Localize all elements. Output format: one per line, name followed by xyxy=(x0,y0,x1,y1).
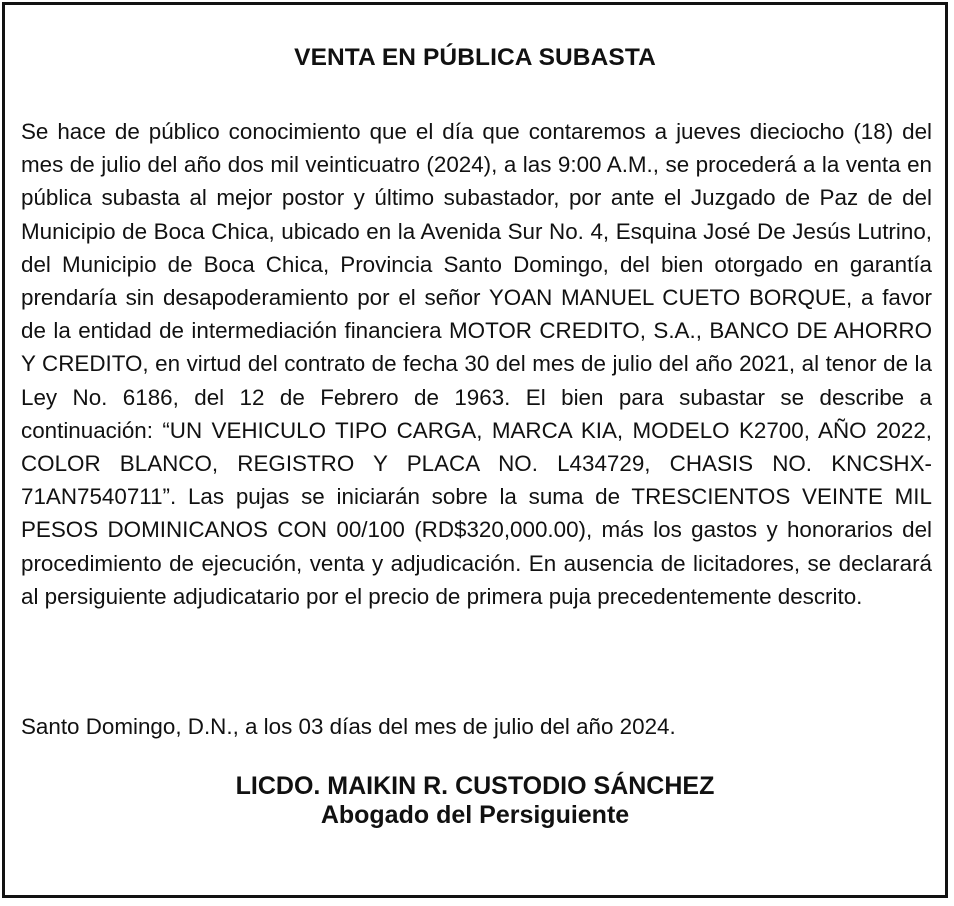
signature-block xyxy=(5,772,945,830)
legal-notice-frame xyxy=(2,2,948,898)
signer-role: Abogado del Persiguiente xyxy=(320,801,630,829)
notice-body: Se hace de público conocimiento que el día que contaremos a jueves dieciocho (18) del mes de julio del año dos mil veinticuatro (2024), a las 9:00 A.M., se procederá a la venta en pública subasta al mejor postor y último subastador, por ante el Juzgado de Paz de del Municipio de Boca Chica, ubicado en la Avenida Sur No. 4, Esquina José De Jesús Lutrino, del Municipio de Boca Chica, Provincia Santo Domingo, del bien otorgado en garantía prendaría sin desapoderamiento por el señor YOAN MANUEL CUETO BORQUE, a favor de la entidad de intermediación financiera MOTOR CREDITO, S.A., BANCO DE AHORRO Y CREDITO, en virtud del contrato de fecha 30 del mes de julio del año 2021, al tenor de la Ley No. 6186, del 12 de Febrero de 1963. El bien para subastar se describe a continuación: “UN VEHICULO TIPO CARGA, MARCA KIA, MODELO K2700, AÑO 2022, COLOR BLANCO, REGISTRO Y PLACA NO. L434729, CHASIS NO. KNCSHX-71AN7540711”. Las pujas se iniciarán sobre la suma de TRESCIENTOS VEINTE MIL PESOS DOMINICANOS CON 00/100 (RD$320,000.00), más los gastos y honorarios del procedimiento de ejecución, venta y adjudicación. En ausencia de licitadores, se declarará al persiguiente adjudicatario por el precio de primera puja precedentemente descrito. xyxy=(21,119,932,609)
notice-date-line: Santo Domingo, D.N., a los 03 días del mes de julio del año 2024. xyxy=(21,714,676,739)
signer-name: LICDO. MAIKIN R. CUSTODIO SÁNCHEZ xyxy=(235,772,715,800)
notice-title: VENTA EN PÚBLICA SUBASTA xyxy=(294,44,656,71)
